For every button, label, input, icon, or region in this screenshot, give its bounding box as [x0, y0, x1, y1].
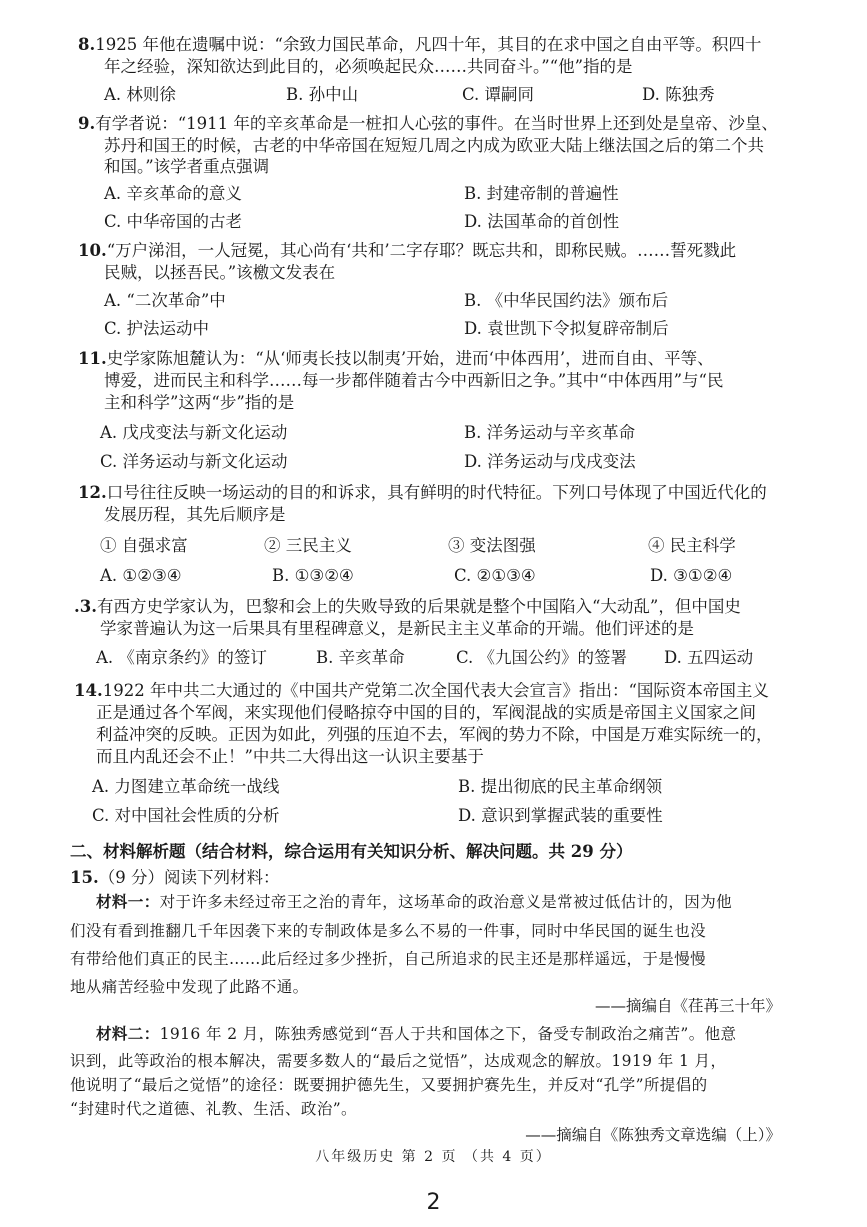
q12-item-2: ② 三民主义 [264, 536, 352, 555]
q14-text-1: 1922 年中共二大通过的《中国共产党第二次全国代表大会宣言》指出：“国际资本帝国主义 [102, 681, 769, 700]
q14-line-1 [74, 680, 769, 702]
q9-number: 9. [78, 114, 96, 133]
q10-number: 10. [78, 241, 107, 260]
q12-number: 12. [78, 483, 107, 502]
q13-text-1: 有西方史学家认为，巴黎和会上的失败导致的后果就是整个中国陷入“大动乱”，但中国史 [96, 597, 741, 616]
q13-option-b: B. 辛亥革命 [316, 648, 405, 667]
q12-option-a: A. ①②③④ [100, 566, 182, 585]
q14-option-d: D. 意识到掌握武装的重要性 [458, 806, 663, 825]
q12-option-c: C. ②①③④ [454, 566, 536, 585]
material-1-text-2: 们没有看到推翻几千年因袭下来的专制政体是多么不易的一件事，同时中华民国的诞生也没 [70, 922, 707, 940]
q15-intro: （9 分）阅读下列材料： [98, 868, 280, 887]
q9-text-2: 苏丹和国王的时候，古老的中华帝国在短短几周之内成为欧亚大陆上继法国之后的第二个共 [104, 136, 764, 155]
q12-option-b: B. ①③②④ [272, 566, 354, 585]
q13-option-c: C. 《九国公约》的签署 [456, 648, 628, 667]
q8-option-a: A. 林则徐 [104, 85, 176, 104]
q10-text-1: “万户涕泪，一人冠冕，其心尚有‘共和’二字存耶？既忘共和，即称民贼。……誓死戮此 [106, 241, 737, 260]
q12-option-d: D. ③①②④ [650, 566, 733, 585]
q11-text-2: 博爱，进而民主和科学……每一步都伴随着古今中西新旧之争。”其中“中体西用”与“民 [104, 371, 724, 390]
q12-text-1: 口号往往反映一场运动的目的和诉求，具有鲜明的时代特征。下列口号体现了中国近代化的 [106, 483, 767, 502]
q10-option-c: C. 护法运动中 [104, 319, 210, 338]
q9-option-b: B. 封建帝制的普遍性 [464, 184, 619, 203]
q9-option-d: D. 法国革命的首创性 [464, 212, 620, 231]
q12-item-4: ④ 民主科学 [648, 536, 736, 555]
q11-text-1: 史学家陈旭麓认为：“从‘师夷长技以制夷’开始，进而‘中体西用’，进而自由、平等、 [106, 349, 714, 368]
q11-option-b: B. 洋务运动与辛亥革命 [464, 423, 636, 442]
q9-text-1: 有学者说：“1911 年的辛亥革命是一桩扣人心弦的事件。在当时世界上还到处是皇帝、沙皇、 [95, 114, 778, 133]
q15-number: 15. [70, 868, 99, 887]
material-2-label: 材料二： [96, 1024, 160, 1043]
q13-option-d: D. 五四运动 [664, 648, 754, 667]
q11-text-3: 主和科学”这两“步”指的是 [104, 393, 295, 412]
material-2-text-2: 识到，此等政治的根本解决，需要多数人的“最后之觉悟”，达成观念的解放。1919 年 1 月， [70, 1052, 727, 1070]
material-2-line-1 [96, 1023, 736, 1045]
material-2-text-3: 他说明了“最后之觉悟”的途径：既要拥护德先生，又要拥护赛先生，并反对“孔学”所提倡的 [70, 1076, 708, 1094]
q12-item-3: ③ 变法图强 [448, 536, 536, 555]
q12-line-1 [78, 482, 767, 504]
q11-number: 11. [78, 349, 107, 368]
material-2-text-1: 1916 年 2 月，陈独秀感觉到“吾人于共和国体之下，备受专制政治之痛苦”。他意 [159, 1025, 737, 1043]
q9-text-3: 和国。”该学者重点强调 [104, 157, 270, 176]
q11-option-c: C. 洋务运动与新文化运动 [100, 452, 288, 471]
q11-option-d: D. 洋务运动与戊戌变法 [464, 452, 636, 471]
q8-text-2: 年之经验，深知欲达到此目的，必须唤起民众……共同奋斗。”“他”指的是 [104, 57, 633, 76]
q9-option-a: A. 辛亥革命的意义 [104, 184, 242, 203]
q14-option-a: A. 力图建立革命统一战线 [92, 777, 280, 796]
q12-item-1: ① 自强求富 [100, 536, 188, 555]
q12-text-2: 发展历程，其先后顺序是 [104, 505, 286, 524]
material-1-text-1: 对于许多未经过帝王之治的青年，这场革命的政治意义是常被过低估计的，因为他 [159, 893, 733, 911]
q8-option-b: B. 孙中山 [286, 85, 359, 104]
q11-option-a: A. 戊戌变法与新文化运动 [100, 423, 288, 442]
q14-text-2: 正是通过各个军阀，来实现他们侵略掠夺中国的目的，军阀混战的实质是帝国主义国家之间 [96, 703, 756, 722]
q10-text-2: 民贼，以拯吾民。”该檄文发表在 [104, 263, 336, 282]
q15-header [70, 867, 279, 889]
material-1-label: 材料一： [96, 892, 160, 911]
q8-number: 8. [78, 35, 96, 54]
q13-number: .3. [74, 597, 97, 616]
q14-number: 14. [74, 681, 103, 700]
material-1-source: ——摘编自《荏苒三十年》 [594, 997, 781, 1015]
q9-option-c: C. 中华帝国的古老 [104, 212, 243, 231]
q10-option-d: D. 袁世凯下令拟复辟帝制后 [464, 319, 669, 338]
q9-line-1 [78, 113, 778, 135]
q8-option-c: C. 谭嗣同 [462, 85, 535, 104]
q13-line-1 [74, 596, 741, 618]
q8-line-1 [78, 34, 761, 56]
q10-option-b: B. 《中华民国约法》颁布后 [464, 291, 669, 310]
q10-line-1 [78, 240, 736, 262]
q14-option-c: C. 对中国社会性质的分析 [92, 806, 280, 825]
page-number: 2 [426, 1190, 441, 1215]
material-2-text-4: “封建时代之道德、礼教、生活、政治”。 [70, 1100, 357, 1118]
q10-option-a: A. “二次革命”中 [104, 291, 226, 310]
material-1-text-3: 有带给他们真正的民主……此后经过多少挫折，自己所追求的民主还是那样遥远，于是慢慢 [70, 950, 707, 968]
q14-option-b: B. 提出彻底的民主革命纲领 [458, 777, 663, 796]
q13-text-2: 学家普遍认为这一后果具有里程碑意义，是新民主主义革命的开端。他们评述的是 [100, 619, 694, 638]
q13-option-a: A. 《南京条约》的签订 [96, 648, 267, 667]
q8-option-d: D. 陈独秀 [642, 85, 715, 104]
material-1-text-4: 地从痛苦经验中发现了此路不通。 [70, 978, 309, 996]
q8-text-1: 1925 年他在遗嘱中说：“余致力国民革命，凡四十年，其目的在求中国之自由平等。积四十 [95, 35, 762, 54]
page-footer: 八年级历史 第 2 页 （共 4 页） [315, 1149, 552, 1165]
q11-line-1 [78, 348, 714, 370]
q14-text-4: 而且内乱还会不止！”中共二大得出这一认识主要基于 [96, 747, 484, 766]
material-1-line-1 [96, 891, 732, 913]
section-2-title: 二、材料解析题（结合材料，综合运用有关知识分析、解决问题。共 29 分） [70, 842, 633, 861]
q14-text-3: 利益冲突的反映。正因为如此，列强的压迫不去，军阀的势力不除，中国是万难实际统一的， [96, 725, 773, 744]
material-2-source: ——摘编自《陈独秀文章选编（上）》 [525, 1126, 781, 1144]
